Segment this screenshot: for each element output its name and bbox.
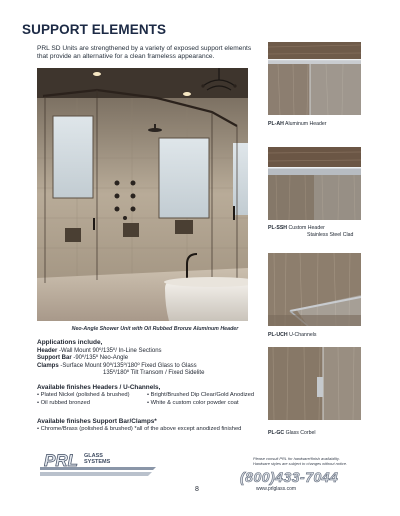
- code-pl-gc: PL-GC: [268, 430, 285, 436]
- finish-item: • Plated Nickel (polished & brushed): [37, 392, 130, 399]
- code-pl-ah: PL-AH: [268, 121, 284, 127]
- name-pl-ah: Aluminum Header: [285, 121, 327, 127]
- header-text: -Wall Mount 90º/135º/ In-Line Sections: [57, 347, 162, 354]
- finish-item: • Bright/Brushed Dip Clear/Gold Anodized: [147, 392, 255, 399]
- shower-photo: [37, 68, 248, 321]
- header-label: Header: [37, 347, 58, 354]
- page-number: 8: [195, 486, 199, 493]
- caption-pl-ah: [268, 121, 378, 128]
- code-pl-uch: PL-UCH: [268, 332, 288, 338]
- code-pl-ssh: PL-SSH: [268, 225, 288, 231]
- applications-heading: Applications include,: [37, 339, 103, 346]
- name-pl-ssh: Custom Header: [288, 225, 325, 231]
- footer-note-line2: Hardware styles are subject to changes without notice.: [253, 460, 348, 466]
- clamps-text-continued: 135º/180º Tilt Transom / Fixed Sidelite: [103, 370, 205, 377]
- u-channel-photo: [268, 253, 361, 326]
- finishes-support-section: [37, 418, 277, 434]
- name-pl-gc: Glass Corbel: [285, 430, 316, 436]
- footer-note: [253, 457, 373, 467]
- caption-pl-ssh: [268, 225, 378, 238]
- photo-caption: Neo-Angle Shower Unit with Oil Rubbed Bronze Aluminum Header: [71, 326, 239, 332]
- caption-pl-uch: [268, 332, 378, 339]
- finishes-support-heading: Available finishes Support Bar/Clamps*: [37, 418, 157, 425]
- caption-pl-gc: [268, 430, 378, 437]
- glass-corbel-photo: [268, 347, 361, 420]
- footer-note-line1: Please consult PRL for hardware/finish availability.: [253, 456, 340, 461]
- page-title: SUPPORT ELEMENTS: [22, 22, 167, 37]
- name2-pl-ssh: Stainless Steel Clad: [307, 231, 354, 238]
- logo-text: PRL: [44, 451, 78, 470]
- finish-item: • Oil rubbed bronzed: [37, 399, 90, 406]
- support-bar-label: Support Bar: [37, 355, 72, 362]
- finishes-headers-section: [37, 384, 277, 407]
- finishes-headers-heading: Available finishes Headers / U-Channels,: [37, 384, 161, 391]
- website-link[interactable]: www.prlglass.com: [256, 486, 297, 492]
- stainless-header-photo: [268, 147, 361, 220]
- finish-item: • White & custom color powder coat: [147, 399, 239, 406]
- clamps-label: Clamps: [37, 362, 59, 369]
- phone-number: (800)433-7044: [240, 469, 339, 485]
- logo-sub-systems: SYSTEMS: [84, 459, 111, 465]
- finishes-support-text: • Chrome/Brass (polished & brushed) *all of the above except anodized finished: [37, 426, 242, 433]
- applications-section: [37, 339, 267, 378]
- prl-logo: [40, 448, 160, 480]
- logo-sub-glass: GLASS: [84, 453, 103, 459]
- name-pl-uch: U-Channels: [289, 332, 317, 338]
- support-bar-text: -90º/135º Neo-Angle: [71, 355, 129, 362]
- aluminum-header-photo: [268, 42, 361, 115]
- clamps-text: -Surface Mount 90º/135º/180º Fixed Glass to Glass: [58, 362, 197, 369]
- intro-paragraph: PRL SD Units are strengthened by a variety of exposed support elements that provide an alternative for a clean frameless appearance.: [37, 45, 252, 61]
